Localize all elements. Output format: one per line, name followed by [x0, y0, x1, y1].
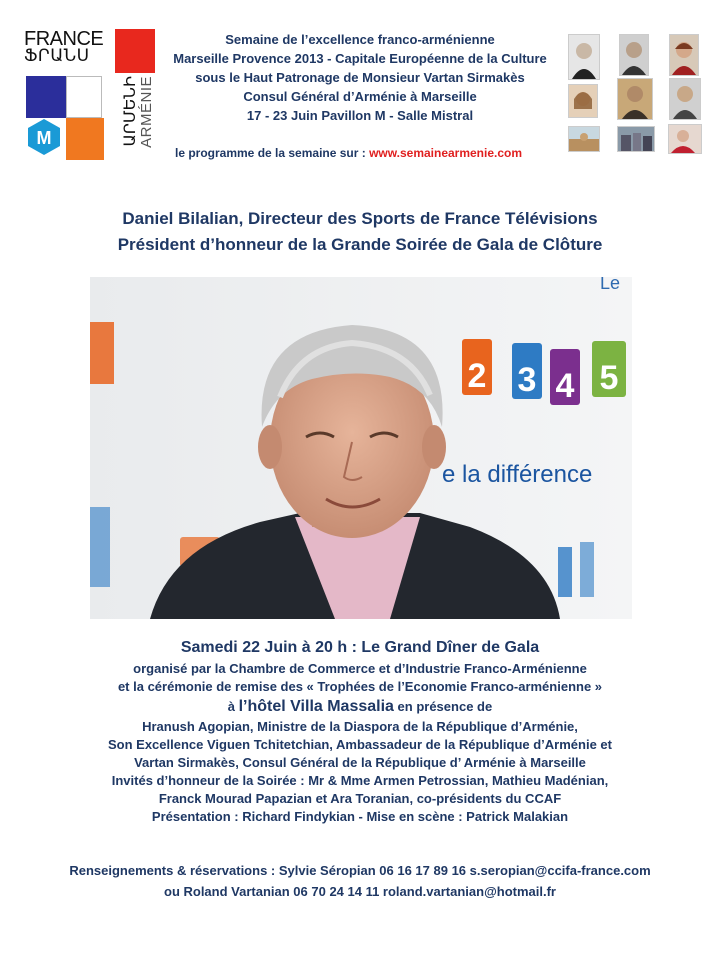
portrait-thumbnail [568, 126, 600, 152]
venue-suffix: en présence de [393, 699, 493, 714]
venue-prefix: à [227, 699, 239, 714]
program-text: le programme de la semaine sur : [175, 146, 370, 160]
guest-line: Présentation : Richard Findykian - Mise en scène : Patrick Malakian [151, 809, 569, 824]
event-headline: Samedi 22 Juin à 20 h : Le Grand Dîner de Gala [180, 639, 540, 656]
portrait-thumbnail [568, 34, 600, 80]
event-logo [22, 26, 162, 166]
portrait-thumbnail [617, 78, 653, 120]
logo-word-france: FRANCE [24, 28, 104, 50]
event-details [0, 636, 720, 826]
logo-m-letter: M [36, 128, 52, 148]
channel-digit: 4 [555, 367, 575, 405]
guest-line: Franck Mourad Papazian et Ara Toranian, co-présidents du CCAF [158, 791, 562, 806]
contact-line-2: ou Roland Vartanian 06 70 24 14 11 roland.vartanian@hotmail.fr [164, 884, 556, 899]
background-text-top: Le [600, 277, 621, 293]
header-line: sous le Haut Patronage de Monsieur Vartan Sirmakès [195, 70, 525, 85]
venue-name: l’hôtel Villa Massalia [238, 698, 394, 715]
portrait-thumbnail [669, 78, 701, 120]
event-venue-line [0, 696, 720, 718]
channel-digit: 3 [517, 361, 537, 399]
portrait-thumbnail [668, 124, 702, 154]
logo-orange-square [66, 118, 104, 160]
channel-digit: 5 [599, 359, 619, 397]
logo-red-square [115, 29, 155, 73]
header-line: Semaine de l’excellence franco-arménienne [225, 32, 495, 47]
title-line-1: Daniel Bilalian, Directeur des Sports de France Télévisions [122, 209, 598, 228]
portrait-thumbnail [568, 84, 598, 118]
program-link[interactable]: www.semainearmenie.com [369, 146, 523, 160]
portrait-thumbnail [669, 34, 699, 76]
portrait-thumbnail [617, 126, 655, 152]
header-line: Marseille Provence 2013 - Capitale Européenne de la Culture [173, 51, 547, 66]
logo-word-armenian: ՖՐԱՆՍ [24, 46, 90, 66]
header-line: 17 - 23 Juin Pavillon M - Salle Mistral [246, 108, 474, 123]
logo-vertical-armenie: ARMÉNIE [138, 76, 155, 148]
guest-line: Invités d’honneur de la Soirée : Mr & Mme Armen Petrossian, Mathieu Madénian, [111, 773, 609, 788]
contact-line-1: Renseignements & réservations : Sylvie Séropian 06 16 17 89 16 s.seropian@ccifa-france.com [69, 863, 651, 878]
logo-m-hexagon-icon [25, 118, 63, 156]
event-title [0, 206, 720, 258]
event-header [160, 30, 560, 125]
portrait-photo-image [90, 277, 632, 619]
event-organizer-line: organisé par la Chambre de Commerce et d’Industrie Franco-Arménienne [133, 661, 587, 676]
contact-info [0, 860, 720, 902]
guest-line: Son Excellence Viguen Tchitetchian, Ambassadeur de la République d’Arménie et [107, 737, 612, 752]
logo-white-square [66, 76, 102, 118]
channel-digit: 2 [467, 357, 487, 395]
header-line: Consul Général d’Arménie à Marseille [243, 89, 477, 104]
guest-line: Hranush Agopian, Ministre de la Diaspora de la République d’Arménie, [142, 719, 578, 734]
portrait-thumbnail [619, 34, 649, 76]
title-line-2: Président d’honneur de la Grande Soirée de Gala de Clôture [117, 235, 603, 254]
event-ceremony-line: et la cérémonie de remise des « Trophées de l’Economie Franco-arménienne » [117, 679, 603, 694]
background-slogan: e la différence [442, 461, 593, 488]
logo-vertical-armenian: ԱՐՄԵՆԻ [120, 76, 139, 147]
portrait-photo [90, 277, 632, 619]
guest-line: Vartan Sirmakès, Consul Général de la République d’ Arménie à Marseille [134, 755, 586, 770]
program-line [175, 144, 522, 163]
logo-blue-square [26, 76, 66, 118]
